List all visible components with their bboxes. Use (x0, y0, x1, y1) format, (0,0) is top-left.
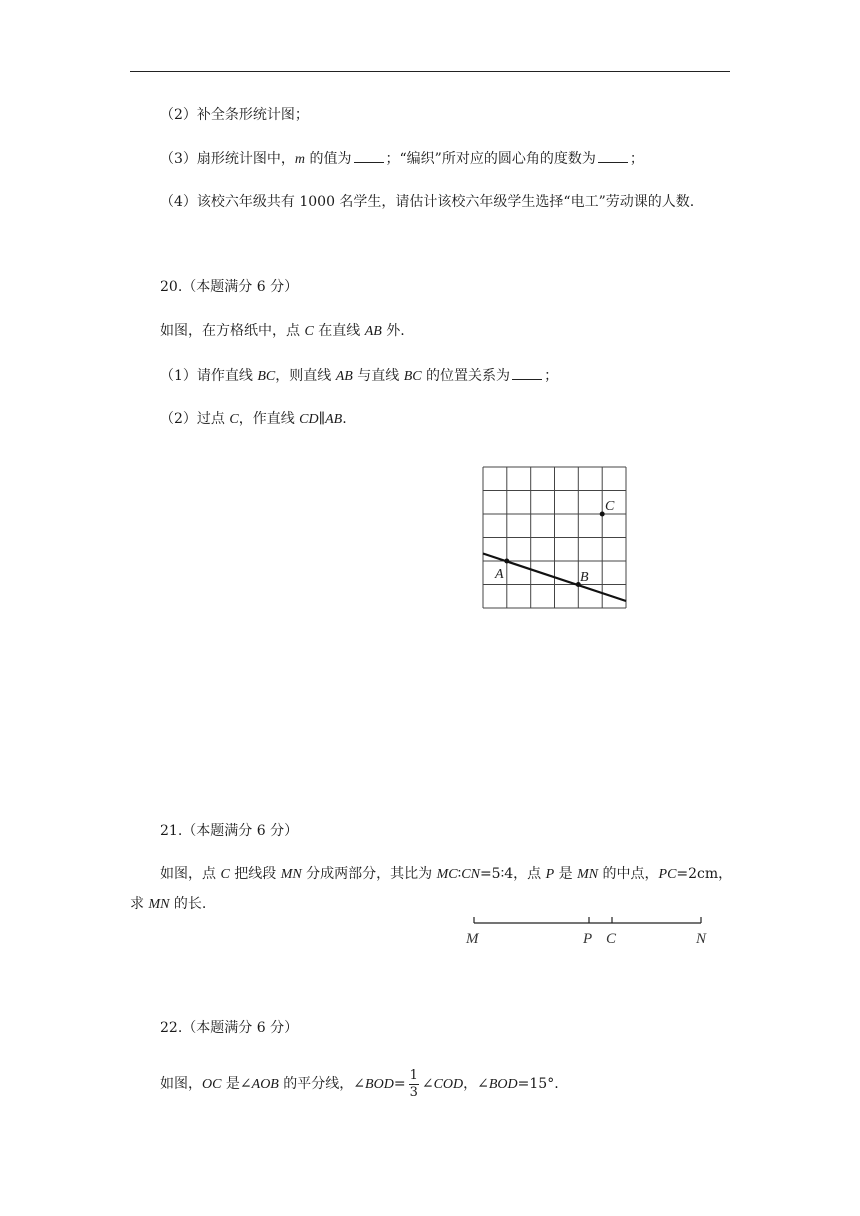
q21-line2: 求 MN 的长. (130, 896, 207, 912)
label-c: C (606, 931, 617, 947)
grid-figure (476, 460, 636, 615)
grid-lines (483, 467, 626, 608)
answer-blank (598, 148, 628, 163)
q21-line1: 如图，点 C 把线段 MN 分成两部分，其比为 MC∶CN=5∶4，点 P 是 MN 的中点，PC=2cm， (160, 866, 733, 882)
q22-statement: 如图，OC 是∠AOB 的平分线，∠BOD= $\frac{1}{3}$ ∠COD，∠BOD=15°. (160, 1067, 559, 1100)
segment-figure (460, 912, 720, 948)
point-c (600, 512, 605, 517)
label-a: A (495, 567, 504, 582)
q19-part3: （3）扇形统计图中，m 的值为 ；“编织”所对应的圆心角的度数为 ； (160, 148, 644, 170)
label-b: B (580, 570, 589, 585)
label-c: C (605, 499, 615, 514)
point-a (504, 559, 509, 564)
q20-header: 20.（本题满分 6 分） (160, 279, 299, 295)
q21-header: 21.（本题满分 6 分） (160, 823, 299, 839)
q19-part4: （4）该校六年级共有 1000 名学生，请估计该校六年级学生选择“电工”劳动课的人数. (160, 194, 695, 210)
q20-part2: （2）过点 C，作直线 CD∥AB. (160, 411, 347, 427)
header-rule (130, 71, 730, 72)
q20-part1: （1）请作直线 BC，则直线 AB 与直线 BC 的位置关系为 ； (160, 365, 558, 387)
q20-intro: 如图，在方格纸中，点 C 在直线 AB 外. (160, 323, 405, 339)
label-p: P (583, 931, 593, 947)
answer-blank (512, 365, 542, 380)
fraction-one-third: $\frac{1}{3}$ (409, 1067, 418, 1100)
label-m: M (466, 931, 479, 947)
q22-header: 22.（本题满分 6 分） (160, 1020, 299, 1036)
q19-part2: （2）补全条形统计图； (160, 107, 309, 123)
answer-blank (354, 148, 384, 163)
label-n: N (696, 931, 707, 947)
